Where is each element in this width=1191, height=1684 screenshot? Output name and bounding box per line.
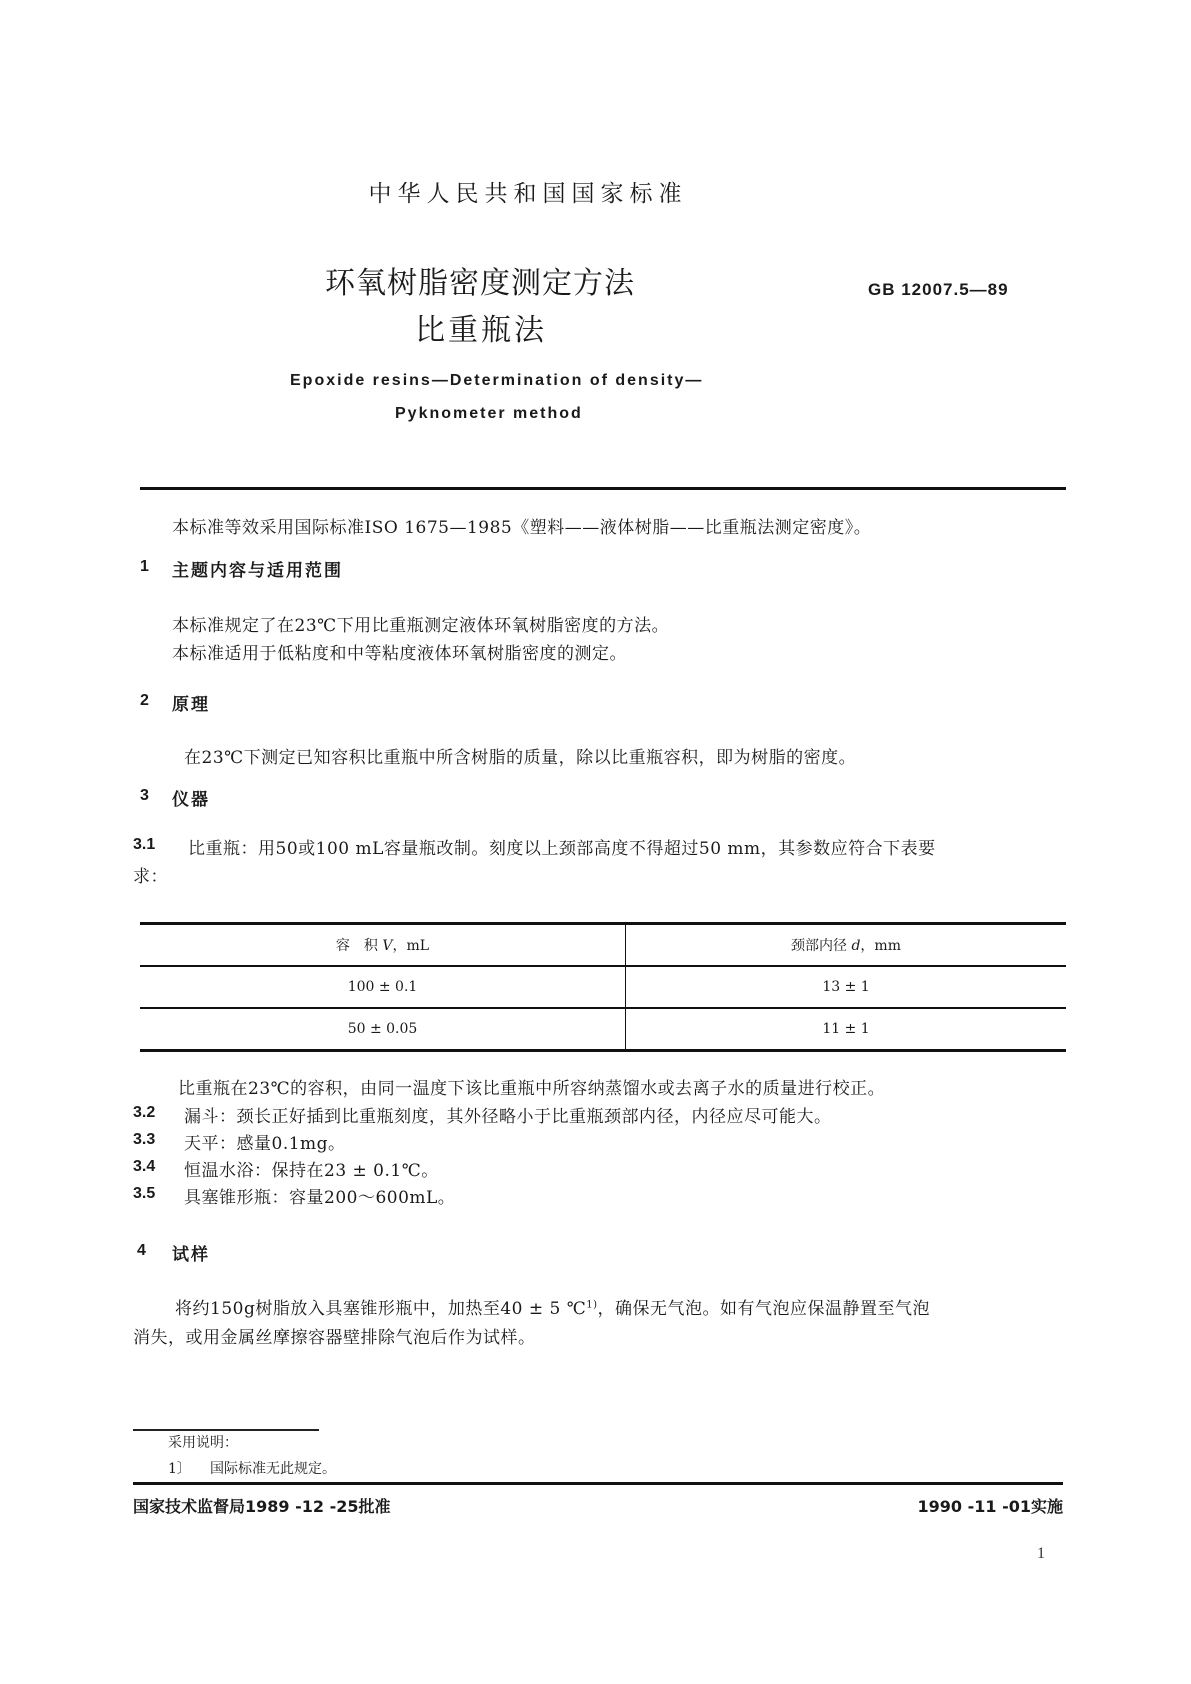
intro-paragraph: 本标准等效采用国际标准ISO 1675—1985《塑料——液体树脂——比重瓶法测定密度》。 <box>172 518 872 538</box>
footnote-marker: 1〕 <box>168 1461 191 1477</box>
section-1-paragraph-2: 本标准适用于低粘度和中等粘度液体环氧树脂密度的测定。 <box>172 644 627 664</box>
section-3-number: 3 <box>140 787 149 804</box>
subsection-3-4-text: 恒温水浴：保持在23 ± 0.1℃。 <box>184 1161 439 1181</box>
pyknometer-spec-table <box>140 922 1066 1052</box>
subsection-3-1-line1: 比重瓶：用50或100 mL容量瓶改制。刻度以上颈部高度不得超过50 mm，其参数应符合下表要 <box>188 839 936 859</box>
section-4-paragraph-line2: 消失，或用金属丝摩擦容器壁排除气泡后作为试样。 <box>133 1328 536 1348</box>
section-3-title: 仪器 <box>172 790 210 810</box>
table-header-volume <box>140 924 626 967</box>
document-title-zh-line2: 比重瓶法 <box>415 313 547 348</box>
header-symbol: d <box>851 938 861 954</box>
subsection-3-1-line2: 求： <box>133 867 168 887</box>
header-divider <box>140 487 1066 490</box>
effective-date: 1990 -11 -01实施 <box>917 1497 1063 1516</box>
table-cell: 50 ± 0.05 <box>140 1008 626 1051</box>
subsection-3-5-text: 具塞锥形瓶：容量200～600mL。 <box>184 1188 456 1208</box>
text-span: 将约150g树脂放入具塞锥形瓶中，加热至40 ± 5 ℃ <box>175 1299 587 1319</box>
standard-code: GB 12007.5—89 <box>868 280 1009 299</box>
header-label: 颈部内径 <box>791 938 847 954</box>
subsection-3-5-number: 3.5 <box>133 1185 156 1202</box>
table-header-neck-diameter <box>626 924 1067 967</box>
footnote-text: 国际标准无此规定。 <box>210 1461 336 1477</box>
calibration-note: 比重瓶在23℃的容积，由同一温度下该比重瓶中所容纳蒸馏水或去离子水的质量进行校正。 <box>178 1079 886 1099</box>
table-cell: 13 ± 1 <box>822 979 870 995</box>
table-header-row <box>140 924 1066 967</box>
section-1-number: 1 <box>140 558 149 575</box>
document-title-en-line2: Pyknometer method <box>395 405 583 422</box>
subsection-3-1-number: 3.1 <box>133 836 156 853</box>
section-2-paragraph: 在23℃下测定已知容积比重瓶中所含树脂的质量，除以比重瓶容积，即为树脂的密度。 <box>184 748 857 768</box>
document-title-zh-line1: 环氧树脂密度测定方法 <box>325 266 635 301</box>
subsection-3-3-text: 天平：感量0.1mg。 <box>184 1134 346 1154</box>
header-symbol: V <box>382 938 393 954</box>
subsection-3-4-number: 3.4 <box>133 1158 156 1175</box>
header-unit: ，mL <box>392 938 430 954</box>
footnote-ref[interactable]: 1) <box>586 1299 598 1311</box>
page-number: 1 <box>1037 1545 1045 1562</box>
approval-date: 国家技术监督局1989 -12 -25批准 <box>133 1497 391 1516</box>
table-cell: 11 ± 1 <box>822 1021 870 1037</box>
section-1-title: 主题内容与适用范围 <box>172 561 343 581</box>
table-cell: 100 ± 0.1 <box>140 966 626 1008</box>
document-title-en-line1: Epoxide resins—Determination of density— <box>290 372 704 389</box>
table-row <box>140 1008 1066 1051</box>
header-label: 容 积 <box>335 938 378 954</box>
section-4-paragraph-line1 <box>175 1294 930 1319</box>
subsection-3-2-number: 3.2 <box>133 1104 156 1121</box>
section-2-number: 2 <box>140 692 149 709</box>
text-span: ，确保无气泡。如有气泡应保温静置至气泡 <box>597 1299 931 1319</box>
footnote-heading: 采用说明： <box>168 1435 238 1451</box>
national-standard-heading <box>0 175 1191 208</box>
subsection-3-3-number: 3.3 <box>133 1131 156 1148</box>
section-2-title: 原理 <box>172 695 210 715</box>
national-standard-text: 中华人民共和国国家标准 <box>368 181 688 207</box>
section-4-number: 4 <box>137 1242 146 1259</box>
section-1-paragraph-1: 本标准规定了在23℃下用比重瓶测定液体环氧树脂密度的方法。 <box>172 616 670 636</box>
footnote-divider <box>133 1429 319 1431</box>
footer-divider <box>133 1482 1063 1485</box>
section-4-title: 试样 <box>172 1245 210 1265</box>
header-unit: ，mm <box>860 938 901 954</box>
subsection-3-2-text: 漏斗：颈长正好插到比重瓶刻度，其外径略小于比重瓶颈部内径，内径应尽可能大。 <box>184 1107 832 1127</box>
table-row <box>140 966 1066 1008</box>
